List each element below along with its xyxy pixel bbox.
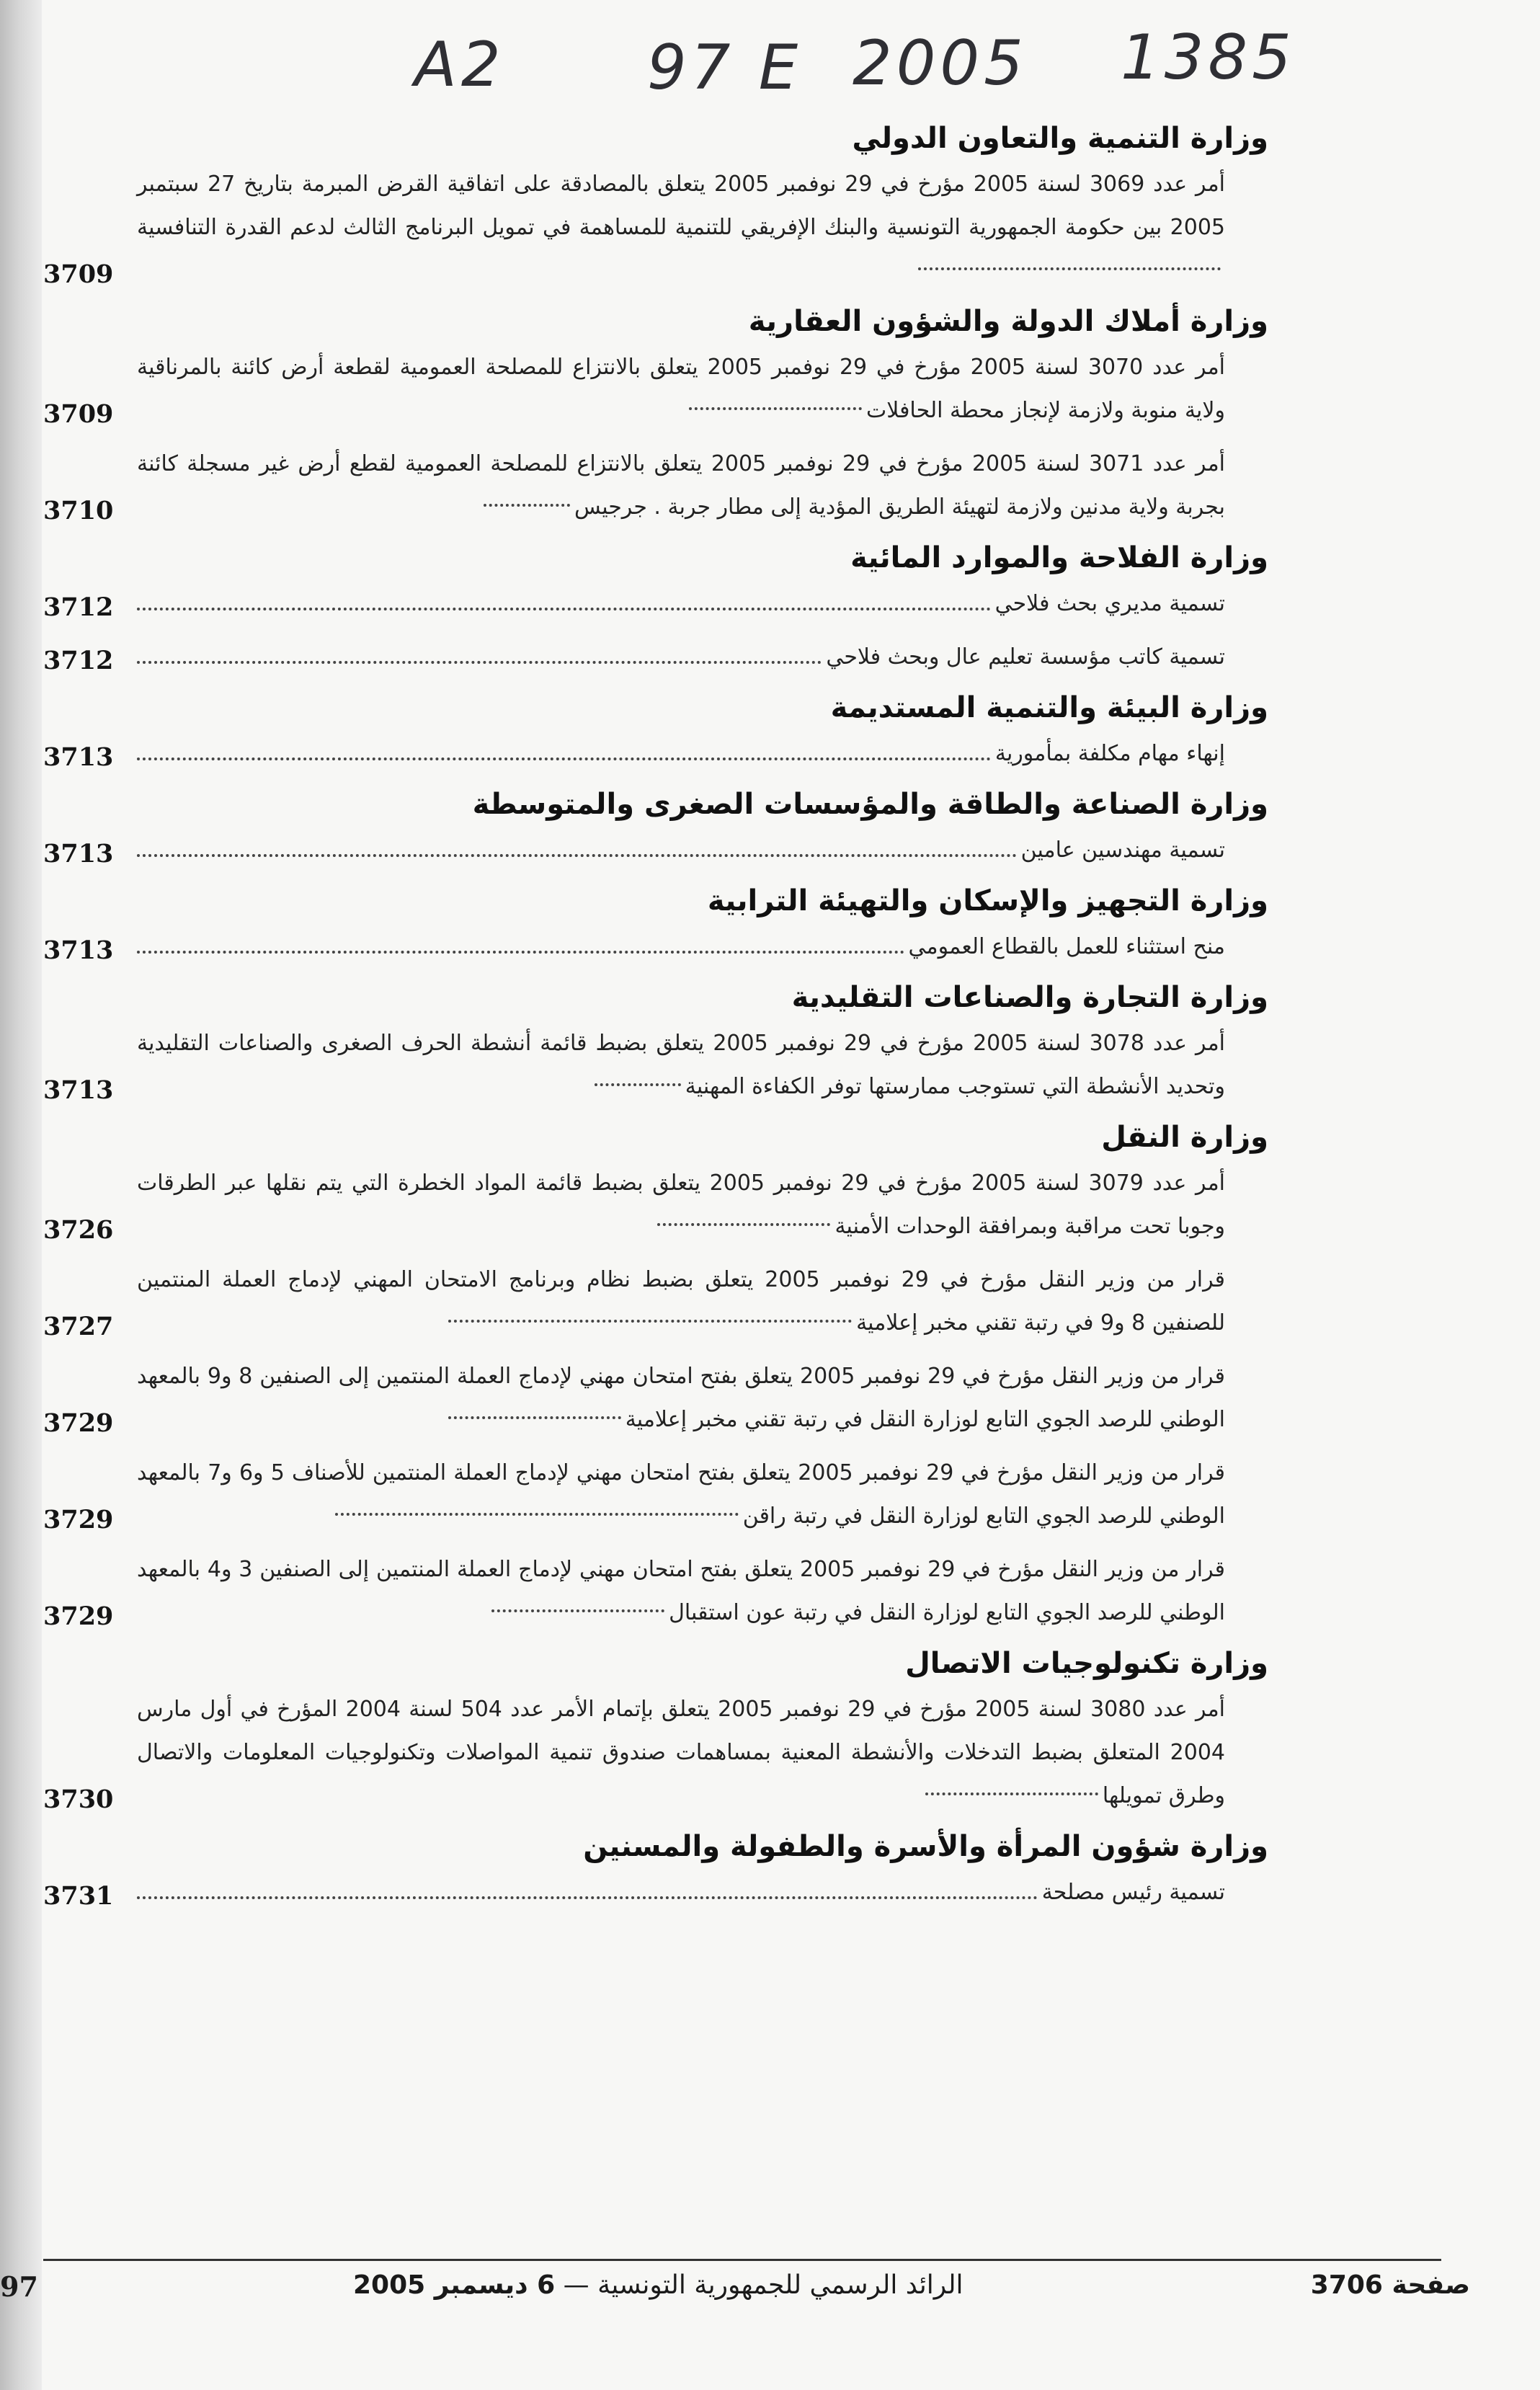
entry-text (137, 163, 1268, 293)
ministry-heading: وزارة أملاك الدولة والشؤون العقارية (748, 305, 1268, 338)
entry-title: أمر عدد 3078 لسنة 2005 مؤرخ في 29 نوفمبر 2005 يتعلق بضبط قائمة أنشطة الحرف الصغرى والصناعات التقليدية وتحديد الأنشطة التي تستوجب ممارستها توفر الكفاءة المهنية (137, 1031, 1225, 1099)
ministry-heading: وزارة شؤون المرأة والأسرة والطفولة والمسنين (583, 1830, 1268, 1863)
entry-title: قرار من وزير النقل مؤرخ في 29 نوفمبر 2005 يتعلق بفتح امتحان مهني لإدماج العملة المنتمين للأصناف 5 و6 و7 بالمعهد الوطني للرصد الجوي التابع لوزارة النقل في رتبة راقن (137, 1460, 1225, 1529)
page-number: 3713 (43, 742, 114, 772)
entry-title: قرار من وزير النقل مؤرخ في 29 نوفمبر 2005 يتعلق بضبط نظام وبرنامج الامتحان المهني لإدماج العملة المنتمين للصنفين 8 و9 في رتبة تقني مخبر إعلامية (137, 1267, 1226, 1336)
page-number: 3729 (43, 1602, 114, 1631)
ministry-heading: وزارة تكنولوجيات الاتصال (905, 1647, 1268, 1680)
toc-entry (43, 163, 1268, 293)
page-footer (43, 2270, 1470, 2321)
page-number: 3710 (43, 496, 114, 525)
ministry-heading: وزارة التنمية والتعاون الدولي (852, 122, 1268, 155)
ministry-heading: وزارة التجارة والصناعات التقليدية (791, 981, 1268, 1014)
entry-title: تسمية مديري بحث فلاحي (994, 591, 1225, 616)
toc-entry (43, 346, 1268, 432)
entry-title: تسمية رئيس مصلحة (1041, 1880, 1225, 1905)
dot-leader (484, 504, 570, 507)
entry-title: إنهاء مهام مكلفة بمأمورية (994, 741, 1225, 766)
dot-leader (448, 1416, 621, 1419)
toc-entry (43, 443, 1268, 529)
ministry-heading: وزارة الصناعة والطاقة والمؤسسات الصغرى والمتوسطة (472, 788, 1268, 821)
dot-leader (925, 1792, 1098, 1795)
entry-text (137, 1022, 1268, 1109)
footer-page-label: صفحة 3706 (1310, 2270, 1470, 2300)
handwritten-issue: 1385 (1121, 22, 1296, 94)
dot-leader (137, 758, 991, 760)
dot-leader (335, 1513, 739, 1516)
dot-leader (689, 407, 862, 410)
toc-entry (43, 1162, 1268, 1248)
journal-title: الرائد الرسمي للجمهورية التونسية (597, 2270, 963, 2300)
dot-leader (137, 854, 1017, 857)
dot-leader (448, 1320, 852, 1323)
entry-text (137, 1688, 1268, 1818)
entry-title: تسمية مهندسين عامين (1020, 838, 1225, 863)
entry-title: منح استثناء للعمل بالقطاع العمومي (908, 934, 1225, 959)
handwritten-code: A2 (414, 29, 505, 101)
entry-title: أمر عدد 3071 لسنة 2005 مؤرخ في 29 نوفمبر 2005 يتعلق بالانتزاع للمصلحة العمومية لقطع أرض غير مسجلة كائنة بجربة ولاية مدنين ولازمة لتهيئة الطريق المؤدية إلى مطار جربة . جرجيس (137, 451, 1225, 520)
page-number: 3729 (43, 1505, 114, 1534)
toc-entry (43, 1548, 1268, 1635)
entry-title: أمر عدد 3080 لسنة 2005 مؤرخ في 29 نوفمبر 2005 يتعلق بإتمام الأمر عدد 504 لسنة 2004 المؤرخ في أول مارس 2004 المتعلق بضبط التدخلات والأنشطة المعنية بمساهمات صندوق تنمية المواصلات وتكنولوجيات المعلومات والاتصال وطرق تمويلها (137, 1697, 1225, 1808)
toc-entry (43, 1452, 1268, 1538)
entry-title: أمر عدد 3069 لسنة 2005 مؤرخ في 29 نوفمبر 2005 يتعلق بالمصادقة على اتفاقية القرض المبرمة بتاريخ 27 سبتمبر 2005 بين حكومة الجمهورية التونسية والبنك الإفريقي للتنمية للمساهمة في تمويل البرنامج الثالث لدعم القدرة التنافسية (137, 172, 1225, 240)
dot-leader (595, 1083, 681, 1086)
toc-entry (43, 1688, 1268, 1818)
page-number: 3709 (43, 259, 114, 289)
handwritten-year: 2005 (853, 27, 1028, 99)
entry-text (137, 1452, 1268, 1538)
ministry-heading: وزارة الفلاحة والموارد المائية (850, 541, 1268, 574)
footer-journal-line (353, 2270, 963, 2300)
page-number: 3726 (43, 1215, 114, 1245)
handwritten-archive-note (0, 22, 1540, 108)
entry-text (137, 1355, 1268, 1441)
page-number: 3713 (43, 839, 114, 869)
toc-entry (43, 732, 1268, 776)
toc-entry (43, 636, 1268, 679)
entry-text (137, 1871, 1268, 1914)
dot-leader (137, 661, 822, 664)
entry-text (137, 636, 1268, 679)
entry-text (137, 582, 1268, 626)
footer-date: 6 ديسمبر 2005 (353, 2270, 556, 2300)
toc-entry (43, 1258, 1268, 1345)
toc-entry (43, 1871, 1268, 1914)
entry-title: قرار من وزير النقل مؤرخ في 29 نوفمبر 2005 يتعلق بفتح امتحان مهني لإدماج العملة المنتمين إلى الصنفين 3 و4 بالمعهد الوطني للرصد الجوي التابع لوزارة النقل في رتبة عون استقبال (137, 1557, 1225, 1625)
page-number: 3727 (43, 1312, 114, 1341)
entry-title: قرار من وزير النقل مؤرخ في 29 نوفمبر 2005 يتعلق بفتح امتحان مهني لإدماج العملة المنتمين إلى الصنفين 8 و9 بالمعهد الوطني للرصد الجوي التابع لوزارة النقل في رتبة تقني مخبر إعلامية (137, 1364, 1225, 1432)
dot-leader (137, 608, 991, 610)
footer-dash: — (563, 2270, 589, 2300)
toc-entry (43, 925, 1268, 969)
page-number: 3712 (43, 646, 114, 675)
dot-leader (491, 1609, 664, 1612)
toc-entry (43, 1355, 1268, 1441)
page-number: 3713 (43, 936, 114, 965)
page-number: 3731 (43, 1881, 114, 1911)
entry-text (137, 443, 1268, 529)
page-number: 3712 (43, 592, 114, 622)
dot-leader (137, 1896, 1038, 1899)
handwritten-number: 97 E (647, 32, 803, 104)
dot-leader (657, 1223, 830, 1226)
page-number: 3730 (43, 1785, 114, 1814)
entry-text (137, 1258, 1268, 1345)
toc-entry (43, 829, 1268, 872)
page-number: 3729 (43, 1408, 114, 1438)
table-of-contents (43, 110, 1268, 1924)
dot-leader (918, 267, 1221, 270)
entry-text (137, 1548, 1268, 1635)
entry-title: أمر عدد 3070 لسنة 2005 مؤرخ في 29 نوفمبر 2005 يتعلق بالانتزاع للمصلحة العمومية لقطعة أرض كائنة بالمرناقية ولاية منوبة ولازمة لإنجاز محطة الحافلات (137, 355, 1225, 423)
toc-entry (43, 1022, 1268, 1109)
entry-title: أمر عدد 3079 لسنة 2005 مؤرخ في 29 نوفمبر 2005 يتعلق بضبط قائمة المواد الخطرة التي يتم نقلها عبر الطرقات وجوبا تحت مراقبة وبمرافقة الوحدات الأمنية (137, 1170, 1225, 1239)
footer-rule (43, 2259, 1441, 2261)
binding-margin (0, 0, 42, 2390)
ministry-heading: وزارة البيئة والتنمية المستديمة (830, 691, 1268, 724)
entry-text (137, 732, 1268, 776)
toc-entry (43, 582, 1268, 626)
entry-title: تسمية كاتب مؤسسة تعليم عال وبحث فلاحي (826, 644, 1225, 670)
entry-text (137, 346, 1268, 432)
page-number: 3713 (43, 1075, 114, 1105)
entry-text (137, 1162, 1268, 1248)
entry-text (137, 829, 1268, 872)
page-number: 3709 (43, 399, 114, 429)
margin-page-fragment: 97 (0, 2270, 38, 2303)
dot-leader (137, 951, 904, 954)
entry-text (137, 925, 1268, 969)
ministry-heading: وزارة النقل (1101, 1121, 1268, 1154)
ministry-heading: وزارة التجهيز والإسكان والتهيئة الترابية (707, 884, 1268, 918)
